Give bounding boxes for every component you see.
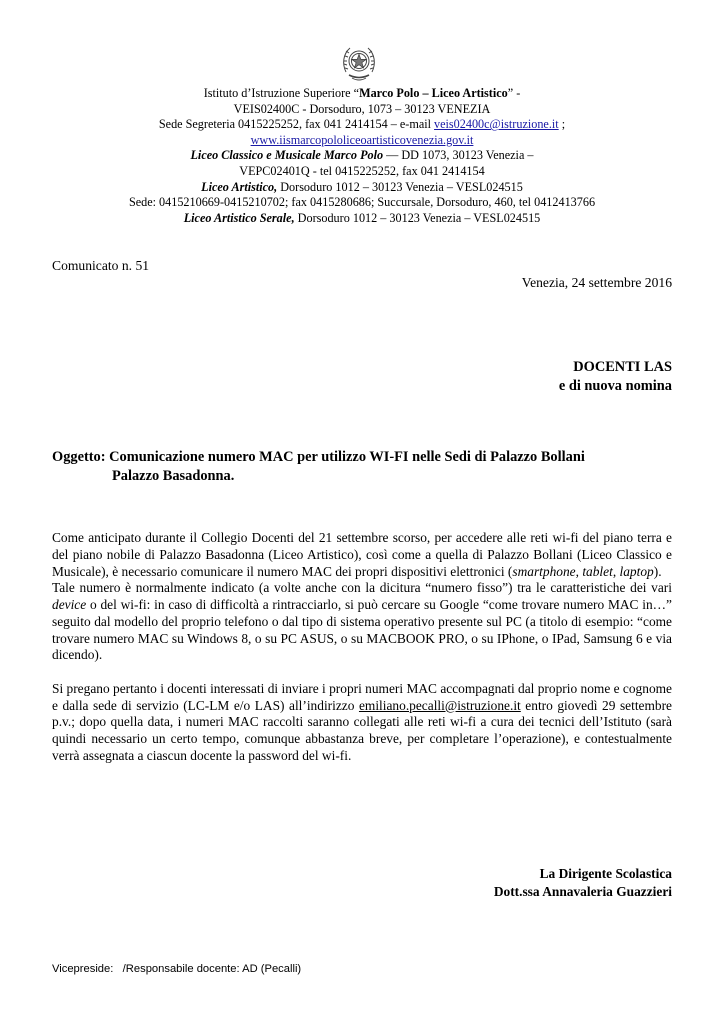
paragraph-1-end: ). [653, 563, 662, 579]
secretariat-suffix: ; [558, 117, 566, 132]
signature-name: Dott.ssa Annavaleria Guazzieri [493, 884, 672, 899]
institute-code-line: VEIS02400C - Dorsoduro, 1073 – 30123 VENEZIA [233, 101, 491, 116]
institute-suffix: ” - [507, 86, 521, 100]
liceo-classico-line [0, 148, 724, 164]
separator: , [575, 563, 583, 579]
secretariat-line [0, 117, 724, 133]
liceo-serale-address: Dorsoduro 1012 – 30123 Venezia – VESL024515 [294, 210, 541, 225]
recipients-line-2: e di nuova nomina [558, 378, 672, 394]
contact-email-link[interactable]: emiliano.pecalli@istruzione.it [358, 697, 521, 713]
signature-role: La Dirigente Scolastica [539, 866, 672, 881]
recipients-line-1: DOCENTI LAS [573, 359, 672, 375]
institute-name: Marco Polo – Liceo Artistico [359, 86, 508, 100]
website-link[interactable]: www.iismarcopololiceoartisticovenezia.gov.it [250, 132, 474, 147]
institute-line [0, 86, 724, 102]
paragraph-2-text-b: o del wi-fi: in caso di difficoltà a rintracciarlo, si può cercare su Google “come trovare numero MAC in…” seguito dal modello del proprio telefono o dal tipo di sistema operativo presente sul PC (a titolo di esempio: “come trovare numero MAC su Windows 8, o su PC ASUS, o su MACBOOK PRO, o su IPhone, o IPad, Samsung 6 e via dicendo). [52, 597, 672, 663]
secretariat-contacts: Sede Segreteria 0415225252, fax 041 2414154 – e-mail [158, 117, 435, 132]
liceo-classico-address: — DD 1073, 30123 Venezia – [383, 148, 534, 163]
paragraph-2-text-a: Tale numero è normalmente indicato (a volte anche con la dicitura “numero fisso”) tra le caratteristiche dei vari [52, 580, 672, 596]
footer-note: Vicepreside: /Responsabile docente: AD (Pecalli) [52, 963, 302, 975]
separator: , [612, 563, 620, 579]
body-paragraph-1 [52, 530, 672, 580]
body-paragraph-3 [52, 681, 672, 765]
document-date: Venezia, 24 settembre 2016 [521, 275, 672, 290]
institute-email-link[interactable]: veis02400c@istruzione.it [434, 117, 559, 132]
liceo-artistico-address: Dorsoduro 1012 – 30123 Venezia – VESL024515 [277, 179, 523, 194]
communication-number: Comunicato n. 51 [52, 258, 150, 273]
letterhead [0, 86, 724, 226]
liceo-classico-name: Liceo Classico e Musicale Marco Polo [190, 148, 384, 163]
institute-prefix: Istituto d’Istruzione Superiore “ [203, 86, 360, 100]
body-paragraph-2 [52, 580, 672, 664]
device-smartphone: smartphone [512, 563, 576, 579]
liceo-serale-name: Liceo Artistico Serale, [183, 210, 295, 225]
device-tablet: tablet [582, 563, 613, 579]
paragraph-3-text-a: Si pregano pertanto i docenti interessati di inviare i propri numeri MAC accompagnati dal proprio nome e cognome e dalla sede di servizio (LC-LM e/o LAS) all’indirizzo [52, 680, 672, 713]
subject-line-2: Palazzo Basadonna. [112, 468, 235, 484]
subject-line-1: Oggetto: Comunicazione numero MAC per utilizzo WI-FI nelle Sedi di Palazzo Bollani [52, 449, 585, 465]
device-laptop: laptop [619, 563, 654, 579]
liceo-artistico-line [0, 180, 724, 196]
body-text [52, 530, 672, 765]
liceo-classico-contacts: VEPC02401Q - tel 0415225252, fax 041 2414154 [239, 163, 485, 178]
paragraph-3-text-b: entro giovedì 29 settembre p.v.; dopo quella data, i numeri MAC raccolti saranno collegati alle reti wi-fi a cura dei tecnici dell’Istituto (sarà quindi necessario un certo tempo, comunque abbastanza breve, per completare l’operazione), e contestualmente verrà assegnata a ciascun docente la password del wi-fi. [52, 697, 673, 763]
liceo-artistico-name: Liceo Artistico, [201, 179, 278, 194]
paragraph-1-text: Come anticipato durante il Collegio Docenti del 21 settembre scorso, per accedere alle reti wi-fi del piano terra e del piano nobile di Palazzo Basadonna (Liceo Artistico), così come a quella di Palazzo Bollani (Liceo Classico e Musicale), è necessario comunicare il numero MAC dei propri dispositivi elettronici ( [52, 530, 672, 579]
subject [52, 448, 672, 486]
signature [494, 865, 672, 901]
italian-republic-emblem-icon [340, 42, 378, 84]
liceo-serale-line [0, 211, 724, 227]
website-line [0, 133, 724, 149]
device-term: device [52, 597, 87, 612]
liceo-artistico-contacts: Sede: 0415210669-0415210702; fax 0415280686; Succursale, Dorsoduro, 460, tel 0412413766 [128, 195, 596, 210]
recipients [559, 358, 672, 396]
